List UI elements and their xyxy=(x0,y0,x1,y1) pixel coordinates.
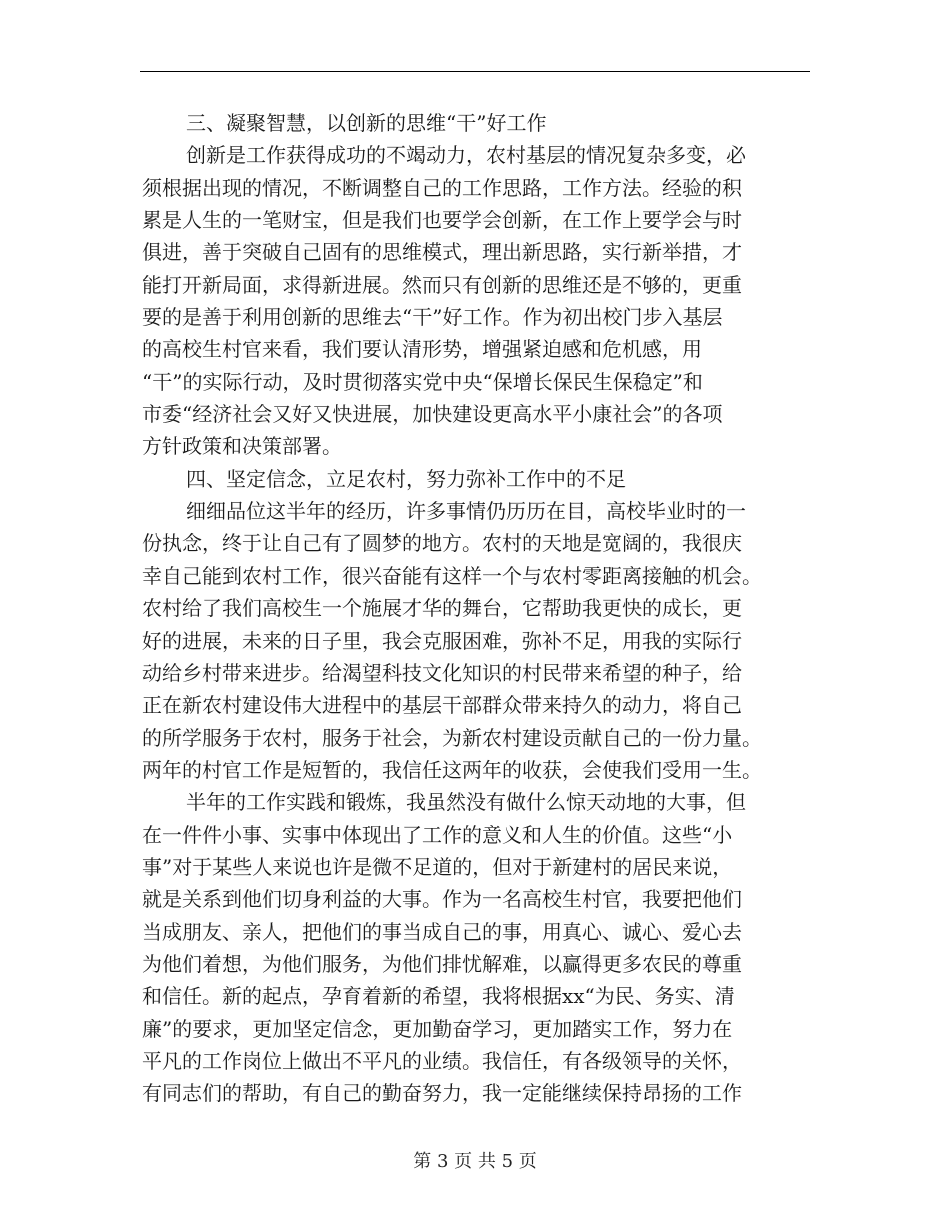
text-line: 要的是善于利用创新的思维去“干”好工作。作为初出校门步入基层 xyxy=(142,305,723,330)
text-line: 就是关系到他们切身利益的大事。作为一名高校生村官，我要把他们 xyxy=(142,887,742,912)
text-line: 动给乡村带来进步。给渴望科技文化知识的村民带来希望的种子，给 xyxy=(142,660,742,685)
text-line: 四、坚定信念，立足农村，努力弥补工作中的不足 xyxy=(186,466,626,491)
text-line: 细细品位这半年的经历，许多事情仍历历在目，高校毕业时的一 xyxy=(186,499,746,524)
text-line: 须根据出现的情况，不断调整自己的工作思路，工作方法。经验的积 xyxy=(142,175,742,200)
text-line: 累是人生的一笔财宝，但是我们也要学会创新，在工作上要学会与时 xyxy=(142,208,742,233)
header-rule xyxy=(140,71,810,72)
text-line: 好的进展，未来的日子里，我会克服困难，弥补不足，用我的实际行 xyxy=(142,628,742,653)
text-line: 俱进，善于突破自己固有的思维模式，理出新思路，实行新举措，才 xyxy=(142,240,742,265)
text-line: 农村给了我们高校生一个施展才华的舞台，它帮助我更快的成长，更 xyxy=(142,596,742,621)
text-line: 两年的村官工作是短暂的，我信任这两年的收获，会使我们受用一生。 xyxy=(142,757,762,782)
page-number: 第 3 页 共 5 页 xyxy=(413,1151,537,1172)
text-line: 份执念，终于让自己有了圆梦的地方。农村的天地是宽阔的，我很庆 xyxy=(142,531,742,556)
text-line: 幸自己能到农村工作，很兴奋能有这样一个与农村零距离接触的机会。 xyxy=(142,563,762,588)
text-line: 在一件件小事、实事中体现出了工作的意义和人生的价值。这些“小 xyxy=(142,822,733,847)
text-line: 为他们着想，为他们服务，为他们排忧解难，以赢得更多农民的尊重 xyxy=(142,951,742,976)
text-line: 廉”的要求，更加坚定信念，更加勤奋学习，更加踏实工作，努力在 xyxy=(142,1016,733,1041)
text-line: 三、凝聚智慧，以创新的思维“干”好工作 xyxy=(186,111,547,135)
text-line: 的高校生村官来看，我们要认清形势，增强紧迫感和危机感，用 xyxy=(142,337,702,362)
text-line: “干”的实际行动，及时贯彻落实党中央“保增长保民生保稳定”和 xyxy=(142,369,703,394)
document-body xyxy=(142,107,810,1110)
text-line: 平凡的工作岗位上做出不平凡的业绩。我信任，有各级领导的关怀， xyxy=(142,1048,742,1073)
text-line: 创新是工作获得成功的不竭动力，农村基层的情况复杂多变，必 xyxy=(186,143,746,168)
text-line: 市委“经济社会又好又快进展，加快建设更高水平小康社会”的各项 xyxy=(142,402,723,427)
text-line: 和信任。新的起点，孕育着新的希望，我将根据xx“为民、务实、清 xyxy=(142,984,735,1009)
text-line: 当成朋友、亲人，把他们的事当成自己的事，用真心、诚心、爱心去 xyxy=(142,919,742,944)
text-line: 正在新农村建设伟大进程中的基层干部群众带来持久的动力，将自己 xyxy=(142,693,742,718)
text-line: 半年的工作实践和锻炼，我虽然没有做什么惊天动地的大事，但 xyxy=(186,790,746,815)
text-line: 能打开新局面，求得新进展。然而只有创新的思维还是不够的，更重 xyxy=(142,272,742,297)
text-line: 的所学服务于农村，服务于社会，为新农村建设贡献自己的一份力量。 xyxy=(142,725,762,750)
text-line: 事”对于某些人来说也许是微不足道的，但对于新建村的居民来说， xyxy=(142,854,733,879)
text-line: 方针政策和决策部署。 xyxy=(142,434,342,459)
text-line: 有同志们的帮助，有自己的勤奋努力，我一定能继续保持昂扬的工作 xyxy=(142,1081,742,1106)
